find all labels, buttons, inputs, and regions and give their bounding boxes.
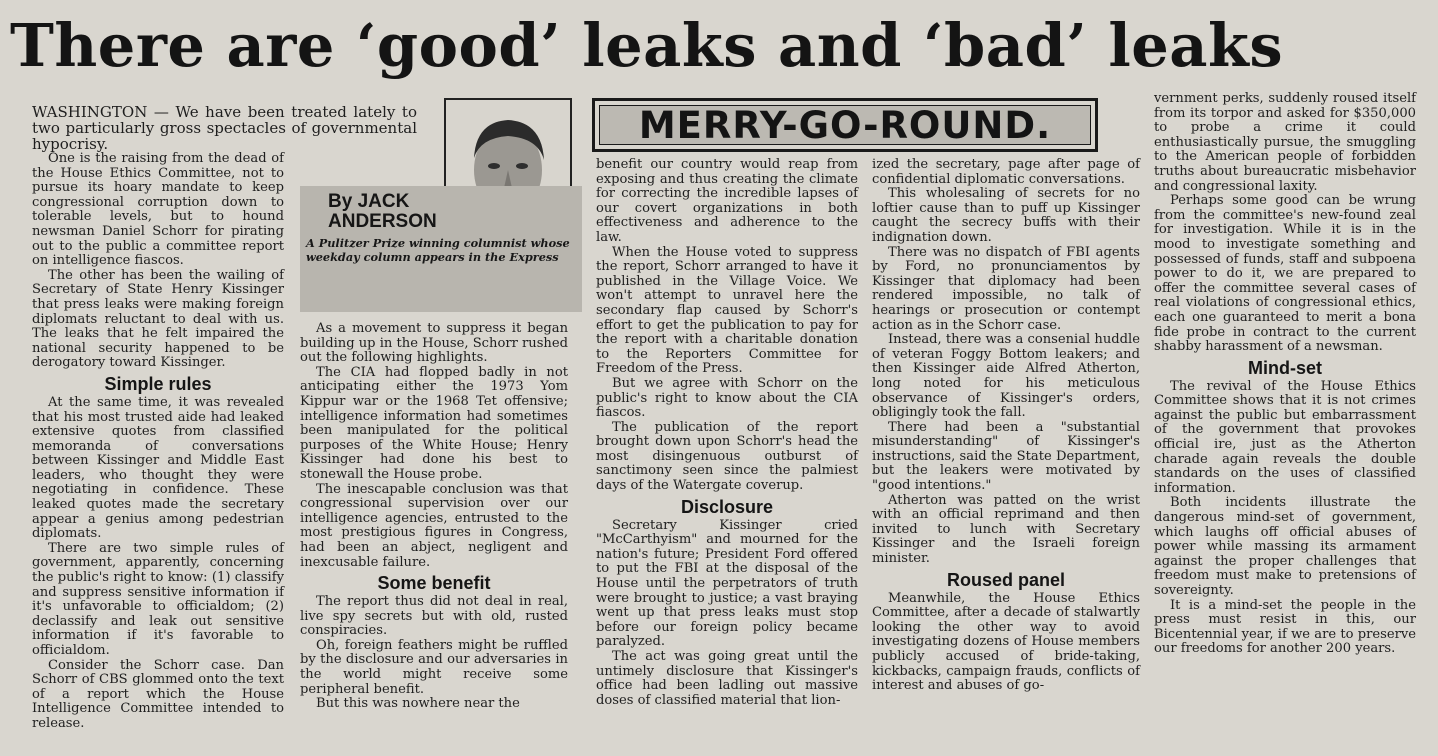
- paragraph: But we agree with Schorr on the public's right to know about the CIA fiascos.: [596, 375, 858, 421]
- subhead-roused-panel: Roused panel: [946, 569, 1066, 590]
- paragraph: There are two simple rules of government, apparently, concerning the public's right to know: (1) classify and suppress sensitive information if it's unfavorable to officialdom; (2) declassify and leak out sensitive information if it's favorable to officialdom.: [32, 540, 284, 658]
- paragraph: Oh, foreign feathers might be ruffled by the disclosure and our adversaries in the world might receive some peripheral benefit.: [300, 637, 568, 697]
- paragraph: The publication of the report brought down upon Schorr's head the most disingenuous outburst of sanctimony seen since the palmiest days of the Watergate coverup.: [596, 419, 858, 494]
- headline: There are ‘good’ leaks and ‘bad’ leaks: [10, 11, 1284, 80]
- subhead-mind-set: Mind-set: [1248, 357, 1322, 378]
- lead-paragraph: WASHINGTON — We have been treated lately to two particularly gross spectacles of governmental hypocrisy.: [32, 103, 417, 153]
- column-logo: [592, 98, 1098, 152]
- paragraph: The revival of the House Ethics Committee shows that it is not crimes against the public but embarrassment of the government that provokes official ire, just as the Atherton charade again reveals the double standards on the uses of classified information.: [1154, 378, 1416, 496]
- paragraph: At the same time, it was revealed that his most trusted aide had leaked extensive quotes from classified memoranda of conversations between Kissinger and Middle East leaders, who thought they were negotiating in confidence. These leaked quotes made the secretary appear a genius among pedestrian diplomats.: [32, 394, 284, 542]
- paragraph: The report thus did not deal in real, live spy secrets but with old, rusted conspiracies.: [300, 594, 568, 639]
- paragraph: There was no dispatch of FBI agents by Ford, no pronunciamentos by Kissinger that diplomacy had been rendered impossible, no talk of hearings or prosecution or contempt action as in the Schorr case.: [872, 244, 1140, 333]
- paragraph: But this was nowhere near the: [316, 696, 520, 712]
- column-logo-text: MERRY-GO-ROUND.: [599, 105, 1091, 145]
- byline-name: By JACK ANDERSON: [328, 191, 437, 232]
- subhead-simple-rules: Simple rules: [104, 373, 212, 394]
- paragraph: When the House voted to suppress the report, Schorr arranged to have it published in the Village Voice. We won't attempt to unravel here the secondary flap caused by Schorr's effort to get the publication to pay for the report with a charitable donation to the Reporters Committee for Freedom of the Press.: [596, 244, 858, 377]
- paragraph: Instead, there was a consenial huddle of veteran Foggy Bottom leakers; and then Kissinger aide Alfred Atherton, long noted for his meticulous observance of Kissinger's orders, obligingly took the fall.: [872, 332, 1140, 421]
- paragraph: benefit our country would reap from exposing and thus creating the climate for correcting the incredible lapses of our covert organizations in both effectiveness and adherence to the law.: [596, 157, 858, 245]
- paragraph: Both incidents illustrate the dangerous mind-set of government, which laughs off official abuses of power while massing its armament against the proper challenges that freedom must make to pretensions of sovereignty.: [1154, 495, 1416, 598]
- paragraph: The CIA had flopped badly in not anticipating either the 1973 Yom Kippur war or the 1968 Tet offensive; intelligence information had sometimes been manipulated for the political purposes of the White House; Henry Kissinger had done his best to stonewall the House probe.: [300, 364, 568, 482]
- paragraph: One is the raising from the dead of the House Ethics Committee, not to pursue its hoary mandate to keep congressional corruption down to tolerable levels, but to hound newsman Daniel Schorr for pirating out to the public a committee report on intelligence fiascos.: [32, 151, 284, 269]
- paragraph: Meanwhile, the House Ethics Committee, after a decade of stalwartly looking the other way to avoid investigating dozens of House members publicly accused of bride-taking, kickbacks, campaign frauds, conflicts of interest and abuses of go-: [872, 590, 1140, 694]
- paragraph: There had been a "substantial misunderstanding" of Kissinger's instructions, said the State Department, but the leakers were motivated by "good intentions.": [872, 419, 1140, 494]
- paragraph: ized the secretary, page after page of confidential diplomatic conversations.: [872, 157, 1140, 187]
- column-3: [596, 158, 858, 756]
- column-4: [872, 158, 1140, 756]
- byline-description: A Pulitzer Prize winning columnist whose weekday column appears in the Express: [306, 236, 570, 265]
- column-5: [1154, 92, 1416, 756]
- paragraph: Secretary Kissinger cried "McCarthyism" and mourned for the nation's future; President Ford offered to put the FBI at the disposal of the House until the perpetrators of truth were brought to justice; a vast braying went up that press leaks must stop before our foreign policy became paralyzed.: [596, 517, 858, 650]
- subhead-disclosure: Disclosure: [680, 496, 774, 517]
- paragraph: The act was going great until the untimely disclosure that Kissinger's office had been ladling out massive doses of classified material that lion-: [596, 649, 858, 708]
- paragraph: Consider the Schorr case. Dan Schorr of CBS glommed onto the text of a report which the House Intelligence Committee intended to release.: [32, 657, 284, 731]
- column-2: [300, 322, 568, 756]
- paragraph: Atherton was patted on the wrist with an official reprimand and then invited to lunch with Secretary Kissinger and the Israeli foreign minister.: [872, 492, 1140, 567]
- paragraph: The other has been the wailing of Secretary of State Henry Kissinger that press leaks were making foreign diplomats reluctant to deal with us. The leaks that he felt impaired the national security happened to be derogatory toward Kissinger.: [32, 267, 284, 371]
- paragraph: The inescapable conclusion was that congressional supervision over our intelligence agencies, entrusted to the most prestigious figures in Congress, had been an abject, negligent and inexcusable failure.: [300, 481, 568, 570]
- subhead-some-benefit: Some benefit: [377, 573, 491, 594]
- paragraph: vernment perks, suddenly roused itself from its torpor and asked for $350,000 to probe a crime it could enthusiastically pursue, the smuggling to the American people of forbidden truths about bureaucratic misbehavior and congressional laxity.: [1154, 91, 1416, 194]
- byline-box: [300, 186, 582, 312]
- paragraph: Perhaps some good can be wrung from the committee's new-found zeal for investigation. While it is in the mood to investigate something and possessed of funds, staff and subpoena power to do it, we are prepared to offer the committee several cases of real violations of congressional ethics, each one guaranteed to merit a bona fide probe in contract to the current shabby harassment of a newsman.: [1154, 193, 1416, 355]
- paragraph: As a movement to suppress it began building up in the House, Schorr rushed out the following highlights.: [300, 321, 568, 366]
- paragraph: It is a mind-set the people in the press must resist in this, our Bicentennial year, if we are to preserve our freedoms for another 200 years.: [1154, 597, 1416, 657]
- paragraph: This wholesaling of secrets for no loftier cause than to puff up Kissinger caught the secrecy buffs with their indignation down.: [872, 186, 1140, 245]
